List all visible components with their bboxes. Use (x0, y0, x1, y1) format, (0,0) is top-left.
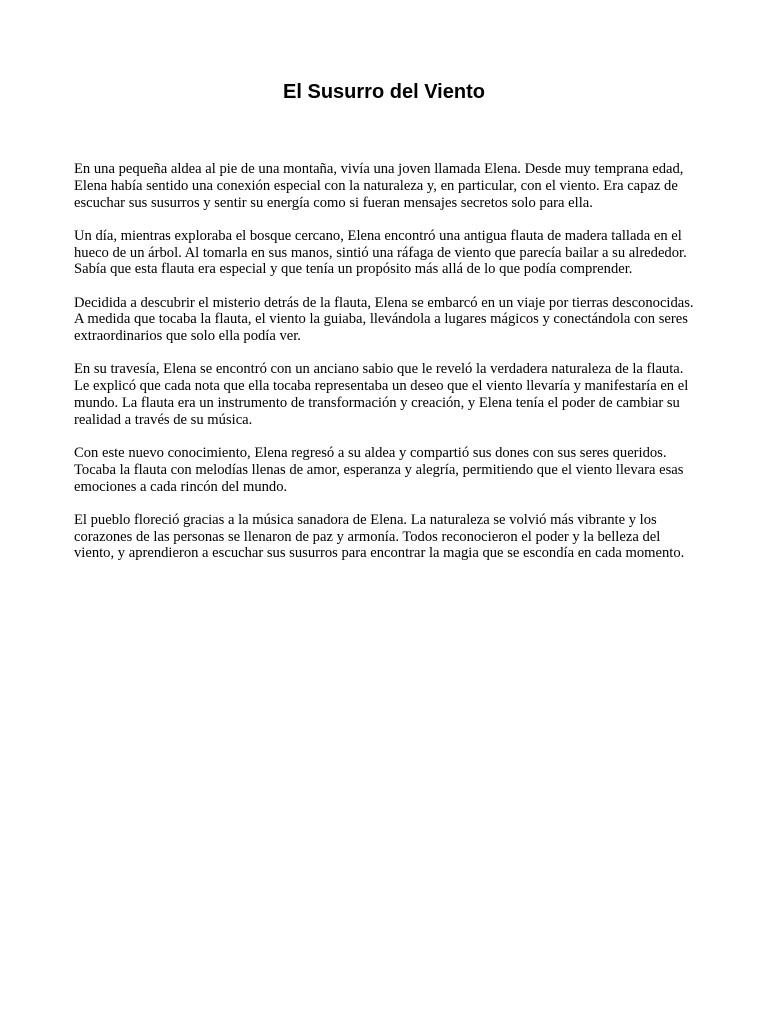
paragraph-5: Con este nuevo conocimiento, Elena regresó a su aldea y compartió sus dones con sus seres queridos. Tocaba la flauta con melodías llenas de amor, esperanza y alegría, permitiendo que el viento llevara esas emociones a cada rincón del mundo. (74, 444, 684, 495)
paragraph-3: Decidida a descubrir el misterio detrás de la flauta, Elena se embarcó en un viaje por tierras desconocidas. A medida que tocaba la flauta, el viento la guiaba, llevándola a lugares mágicos y conectándola con seres extraordinarios que solo ella podía ver. (74, 294, 694, 345)
paragraph-1: En una pequeña aldea al pie de una montaña, vivía una joven llamada Elena. Desde muy temprana edad, Elena había sentido una conexión especial con la naturaleza y, en particular, con el viento. Era capaz de escuchar sus susurros y sentir su energía como si fueran mensajes secretos solo para ella. (74, 161, 684, 211)
document-title: El Susurro del Viento (283, 81, 485, 103)
paragraph-6: El pueblo floreció gracias a la música sanadora de Elena. La naturaleza se volvió más vibrante y los corazones de las personas se llenaron de paz y armonía. Todos reconocieron el poder y la belleza del viento, y aprendieron a escuchar sus susurros para encontrar la magia que se escondía en cada momento. (74, 511, 685, 562)
document-body (74, 161, 696, 578)
paragraph-4: En su travesía, Elena se encontró con un anciano sabio que le reveló la verdadera naturaleza de la flauta. Le explicó que cada nota que ella tocaba representaba un deseo que el viento llevaría y manifestaría en el mundo. La flauta era un instrumento de transformación y creación, y Elena tenía el poder de cambiar su realidad a través de su música. (74, 361, 689, 428)
paragraph-2: Un día, mientras exploraba el bosque cercano, Elena encontró una antigua flauta de madera tallada en el hueco de un árbol. Al tomarla en sus manos, sintió una ráfaga de viento que parecía bailar a su alrededor. Sabía que esta flauta era especial y que tenía un propósito más allá de lo que podía comprender. (74, 227, 687, 278)
